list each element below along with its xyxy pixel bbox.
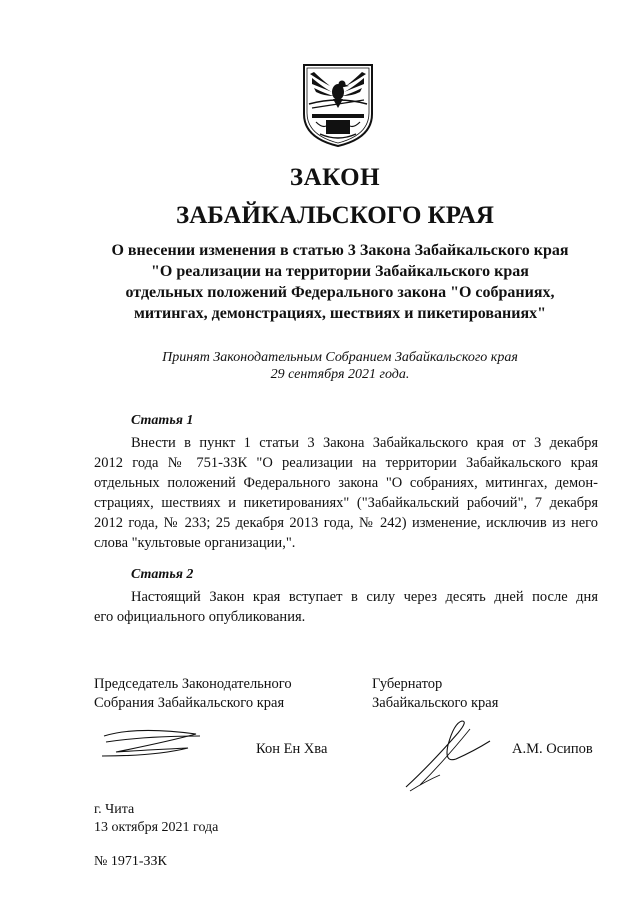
article-1-line: страциях, шествиях и пикетированиях" ("Забайкальский рабочий", 7 декабря [94,495,598,511]
adoption-note [60,349,620,383]
governor-name: А.М. Осипов [512,741,593,757]
law-subject-line: "О реализации на территории Забайкальского края [151,263,529,280]
chairman-position [94,675,292,713]
document-title-region: ЗАБАЙКАЛЬСКОГО КРАЯ [176,202,494,229]
article-1-line: 2012 года, № 233; 25 декабря 2013 года, № 242) изменение, исключив из него [94,515,598,531]
law-subject-line: отдельных положений Федерального закона "О собраниях, [125,284,555,301]
article-1-line: Внести в пункт 1 статьи 3 Закона Забайкальского края от 3 декабря [131,435,598,451]
law-subject [60,240,620,324]
law-subject-line: митингах, демонстрациях, шествиях и пикетированиях" [134,305,546,322]
article-1-line: отдельных положений Федерального закона "О собраниях, митингах, демон- [94,475,598,491]
adoption-note-line: Принят Законодательным Собранием Забайкальского края [162,350,518,365]
adoption-note-line: 29 сентября 2021 года. [270,367,410,382]
governor-position [372,675,498,713]
article-1-line: слова "культовые организации,". [94,535,296,551]
document-title: ЗАКОН [289,164,381,191]
article-2-body [94,587,598,627]
chairman-position-line: Председатель Законодательного [94,676,292,692]
article-1-line: 2012 года № 751-ЗЗК "О реализации на территории Забайкальского края [94,455,598,471]
law-subject-line: О внесении изменения в статью 3 Закона Забайкальского края [111,242,569,259]
chairman-signature-icon [96,722,206,762]
coat-of-arms-icon [300,62,376,148]
law-number: № 1971-ЗЗК [94,854,167,869]
chairman-position-line: Собрания Забайкальского края [94,695,285,711]
chairman-name: Кон Ен Хва [256,741,328,757]
article-2-line: его официального опубликования. [94,609,306,625]
article-2-line: Настоящий Закон края вступает в силу через десять дней после дня [131,589,598,605]
governor-position-line: Забайкальского края [372,695,499,711]
place-of-signing: г. Чита [94,802,135,817]
governor-position-line: Губернатор [372,676,443,692]
article-2-heading: Статья 2 [131,567,194,582]
governor-signature-icon [400,715,496,793]
signing-date: 13 октября 2021 года [94,820,219,835]
article-1-body [94,433,598,553]
article-1-heading: Статья 1 [131,413,194,428]
